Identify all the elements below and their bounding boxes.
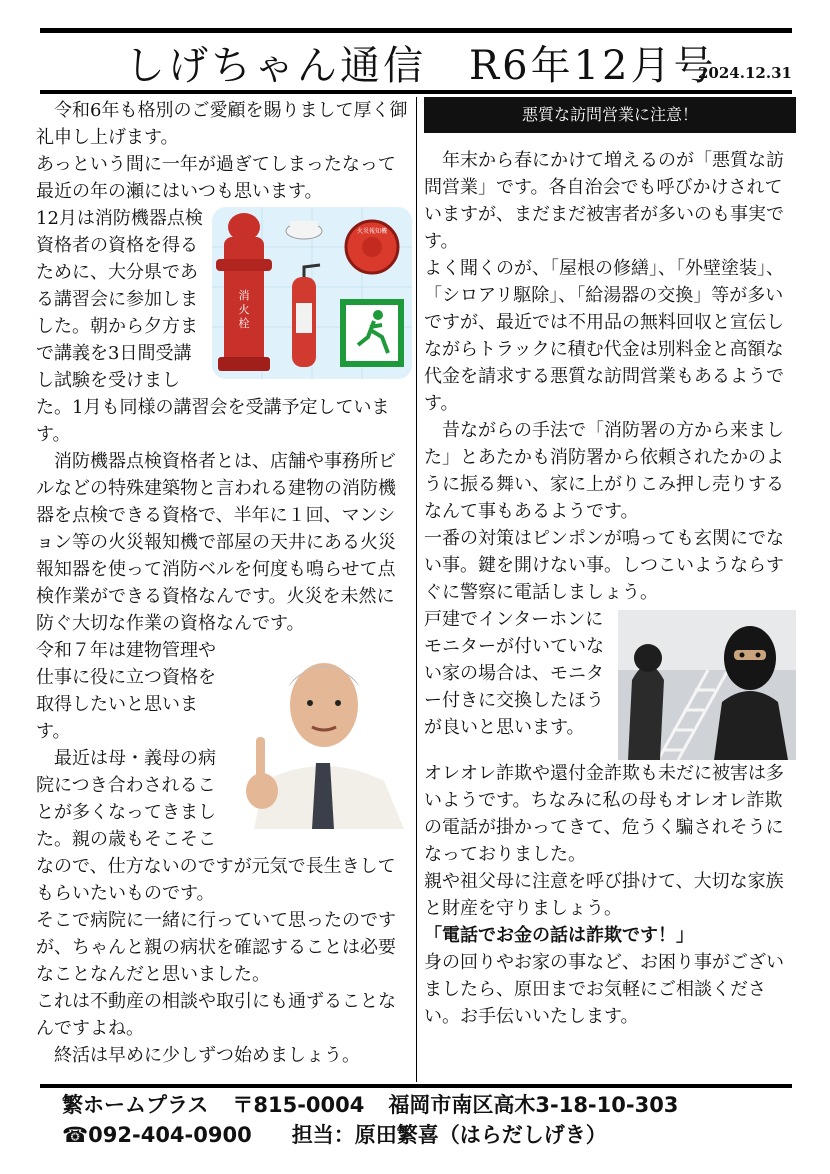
footer-rule	[40, 1084, 792, 1088]
right-paragraph: 年末から春にかけて増えるのが「悪質な訪問営業」です。各自治会でも呼びかけされていますが、まだまだ被害者が多いのも事実です。	[424, 150, 784, 252]
fire-equipment-illustration	[212, 207, 412, 379]
smoke-detector-icon	[286, 221, 322, 239]
masthead	[40, 30, 792, 90]
exit-sign-icon	[340, 299, 404, 367]
issue-date: 2024.12.31	[698, 64, 792, 82]
section-banner: 悪質な訪問営業に注意！	[424, 97, 796, 133]
left-paragraph-text: 令和７年は建物管理や仕事に役に立つ資格を取得したいと思います。	[36, 640, 216, 742]
left-paragraph: 最近は母・義母の病院につき合わされることが多くなってきました。親の歳もそこそこなので、仕方ないのですが元気で長生きしてもらいたいものです。	[36, 748, 396, 904]
left-paragraph-with-image	[36, 205, 412, 448]
left-paragraph-with-image	[36, 637, 412, 745]
right-paragraph: 親や祖父母に注意を呼び掛けて、大切な家族と財産を守りましょう。	[424, 871, 784, 919]
right-paragraph: 一番の対策はピンポンが鳴っても玄関にでない事。鍵を開けない事。しつこいようならすぐに警察に電話しましょう。	[424, 528, 784, 603]
right-paragraph: オレオレ詐欺や還付金詐欺も未だに被害は多いようです。ちなみに私の母もオレオレ詐欺の電話が掛かってきて、危うく騙されそうになっておりました。	[424, 763, 784, 865]
agent-photo	[234, 641, 412, 829]
right-paragraph: よく聞くのが、「屋根の修繕」、「外壁塗装」、「シロアリ駆除」、「給湯器の交換」等が多いですが、最近では不用品の無料回収と宣伝しながらトラックに積む代金は別料金と高額な代金を請求する悪質な訪問営業もあるようです。	[424, 258, 784, 414]
svg-text:火: 火	[238, 303, 250, 316]
company-name: 繁ホームプラス	[62, 1093, 209, 1117]
footer-row-phone	[62, 1120, 802, 1150]
left-paragraph: これは不動産の相談や取引にも通ずることなんですよね。	[36, 991, 396, 1039]
burglar-photo	[618, 610, 796, 760]
right-paragraph-text: 戸建でインターホンにモニターが付いていない家の場合は、モニター付きに交換したほうが良いと思います。	[424, 609, 604, 738]
warning-slogan: 「電話でお金の話は詐欺です！」	[424, 925, 694, 946]
street-address: 福岡市南区高木3-18-10-303	[388, 1093, 679, 1117]
svg-text:栓: 栓	[238, 317, 250, 330]
fire-alarm-icon	[346, 221, 398, 273]
phone-number[interactable]: ☎092-404-0900	[62, 1123, 252, 1147]
left-paragraph: 消防機器点検資格者とは、店舗や事務所ビルなどの特殊建築物と言われる建物の消防機器を点検できる資格で、半年に１回、マンション等の火災報知機で部屋の天井にある火災報知器を使って消防ベルを何度も鳴らせて点検作業ができる資格なんです。火災を未然に防ぐ大切な作業の資格なんです。	[36, 451, 396, 634]
postal-code: 〒815-0004	[232, 1093, 365, 1117]
top-rule-lower	[40, 90, 792, 94]
column-divider	[416, 97, 417, 1082]
footer-contact	[62, 1090, 802, 1150]
footer-row-address	[62, 1090, 802, 1120]
left-paragraph: あっという間に一年が過ぎてしまったなって最近の年の瀬にはいつも思います。	[36, 154, 396, 202]
right-column	[424, 97, 796, 1030]
contact-person: 担当：原田繁喜（はらだしげき）	[291, 1123, 607, 1147]
left-column	[36, 97, 412, 1069]
svg-text:火災報知機: 火災報知機	[356, 228, 388, 235]
left-paragraph: そこで病院に一緒に行っていて思ったのですが、ちゃんと親の病状を確認することは必要なことなんだと思いました。	[36, 910, 396, 985]
left-paragraph: 令和6年も格別のご愛顧を賜りまして厚く御礼申し上げます。	[36, 100, 408, 148]
left-paragraph-text: 12月は消防機器点検資格者の資格を得るために、大分県である講習会に参加しました。朝から夕方まで講義を3日間受講し試験を受けました。1月も同様の講習会を受講予定しています。	[36, 208, 390, 445]
newsletter-title: しげちゃん通信 R6年12月号	[125, 43, 717, 89]
svg-text:消: 消	[238, 289, 250, 302]
right-paragraph-with-image	[424, 606, 796, 741]
right-paragraph: 身の回りやお家の事など、お困り事がございましたら、原田までお気軽にご相談ください。お手伝いいたします。	[424, 952, 784, 1027]
left-paragraph: 終活は早めに少しずつ始めましょう。	[54, 1045, 360, 1066]
right-paragraph: 昔ながらの手法で「消防署の方から来ました」とあたかも消防署から依頼されたかのように振る舞い、家に上がりこみ押し売りするなんて事もあるようです。	[424, 420, 784, 522]
